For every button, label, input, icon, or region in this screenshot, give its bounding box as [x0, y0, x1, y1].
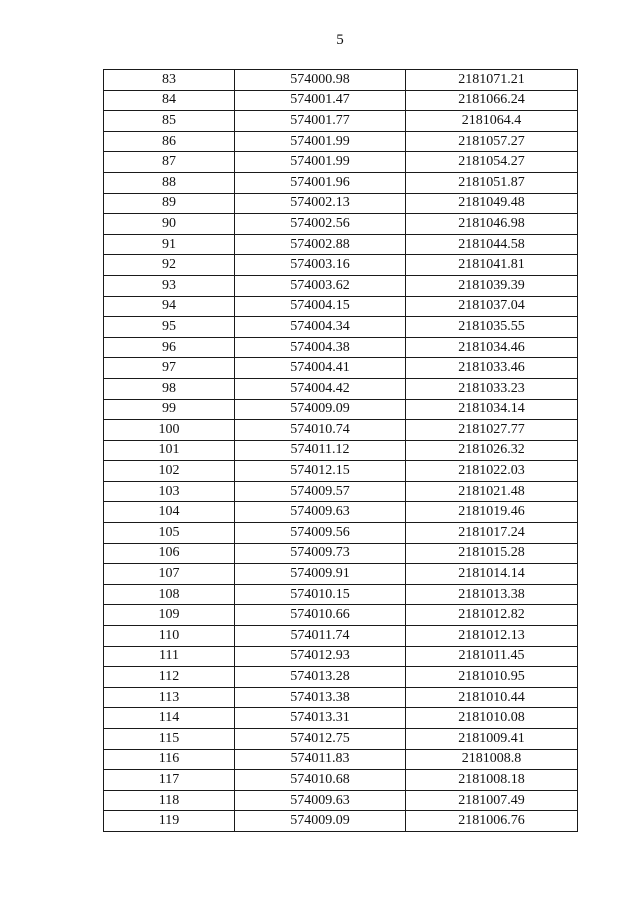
- table-row: [104, 461, 578, 482]
- y-coordinate-cell: 2181034.14: [406, 399, 578, 420]
- point-number-cell: 94: [104, 296, 235, 317]
- x-coordinate-cell: 574009.63: [235, 502, 406, 523]
- point-number-cell: 97: [104, 358, 235, 379]
- y-coordinate-cell: 2181009.41: [406, 729, 578, 750]
- y-coordinate-cell: 2181037.04: [406, 296, 578, 317]
- x-coordinate-cell: 574011.83: [235, 749, 406, 770]
- table-row: [104, 172, 578, 193]
- x-coordinate-cell: 574003.62: [235, 275, 406, 296]
- coordinates-table: [103, 69, 578, 832]
- y-coordinate-cell: 2181010.95: [406, 667, 578, 688]
- x-coordinate-cell: 574010.15: [235, 584, 406, 605]
- y-coordinate-cell: 2181007.49: [406, 790, 578, 811]
- y-coordinate-cell: 2181046.98: [406, 214, 578, 235]
- point-number-cell: 107: [104, 564, 235, 585]
- y-coordinate-cell: 2181033.46: [406, 358, 578, 379]
- y-coordinate-cell: 2181066.24: [406, 90, 578, 111]
- y-coordinate-cell: 2181033.23: [406, 378, 578, 399]
- x-coordinate-cell: 574001.47: [235, 90, 406, 111]
- table-row: [104, 790, 578, 811]
- x-coordinate-cell: 574000.98: [235, 70, 406, 91]
- point-number-cell: 100: [104, 420, 235, 441]
- y-coordinate-cell: 2181022.03: [406, 461, 578, 482]
- y-coordinate-cell: 2181035.55: [406, 317, 578, 338]
- table-row: [104, 708, 578, 729]
- table-row: [104, 605, 578, 626]
- table-row: [104, 193, 578, 214]
- point-number-cell: 101: [104, 440, 235, 461]
- point-number-cell: 98: [104, 378, 235, 399]
- x-coordinate-cell: 574004.42: [235, 378, 406, 399]
- x-coordinate-cell: 574001.99: [235, 131, 406, 152]
- point-number-cell: 93: [104, 275, 235, 296]
- point-number-cell: 95: [104, 317, 235, 338]
- y-coordinate-cell: 2181041.81: [406, 255, 578, 276]
- page-number: 5: [336, 32, 344, 48]
- y-coordinate-cell: 2181027.77: [406, 420, 578, 441]
- table-row: [104, 584, 578, 605]
- table-row: [104, 481, 578, 502]
- table-row: [104, 90, 578, 111]
- point-number-cell: 116: [104, 749, 235, 770]
- table-row: [104, 543, 578, 564]
- table-row: [104, 667, 578, 688]
- x-coordinate-cell: 574003.16: [235, 255, 406, 276]
- x-coordinate-cell: 574004.34: [235, 317, 406, 338]
- point-number-cell: 87: [104, 152, 235, 173]
- y-coordinate-cell: 2181008.18: [406, 770, 578, 791]
- point-number-cell: 86: [104, 131, 235, 152]
- table-row: [104, 729, 578, 750]
- x-coordinate-cell: 574002.56: [235, 214, 406, 235]
- table-row: [104, 358, 578, 379]
- table-row: [104, 687, 578, 708]
- point-number-cell: 102: [104, 461, 235, 482]
- coordinates-table-body: [104, 70, 578, 832]
- point-number-cell: 115: [104, 729, 235, 750]
- y-coordinate-cell: 2181012.13: [406, 626, 578, 647]
- table-row: [104, 770, 578, 791]
- y-coordinate-cell: 2181044.58: [406, 234, 578, 255]
- x-coordinate-cell: 574009.09: [235, 399, 406, 420]
- point-number-cell: 112: [104, 667, 235, 688]
- point-number-cell: 83: [104, 70, 235, 91]
- table-row: [104, 275, 578, 296]
- table-row: [104, 378, 578, 399]
- point-number-cell: 108: [104, 584, 235, 605]
- table-row: [104, 111, 578, 132]
- y-coordinate-cell: 2181021.48: [406, 481, 578, 502]
- point-number-cell: 99: [104, 399, 235, 420]
- point-number-cell: 103: [104, 481, 235, 502]
- x-coordinate-cell: 574010.66: [235, 605, 406, 626]
- point-number-cell: 113: [104, 687, 235, 708]
- x-coordinate-cell: 574009.57: [235, 481, 406, 502]
- x-coordinate-cell: 574002.88: [235, 234, 406, 255]
- x-coordinate-cell: 574009.91: [235, 564, 406, 585]
- table-row: [104, 317, 578, 338]
- y-coordinate-cell: 2181012.82: [406, 605, 578, 626]
- table-row: [104, 399, 578, 420]
- point-number-cell: 85: [104, 111, 235, 132]
- table-row: [104, 502, 578, 523]
- table-row: [104, 70, 578, 91]
- table-row: [104, 564, 578, 585]
- point-number-cell: 91: [104, 234, 235, 255]
- point-number-cell: 110: [104, 626, 235, 647]
- x-coordinate-cell: 574002.13: [235, 193, 406, 214]
- table-row: [104, 523, 578, 544]
- y-coordinate-cell: 2181011.45: [406, 646, 578, 667]
- x-coordinate-cell: 574001.99: [235, 152, 406, 173]
- y-coordinate-cell: 2181006.76: [406, 811, 578, 832]
- table-row: [104, 234, 578, 255]
- table-row: [104, 420, 578, 441]
- x-coordinate-cell: 574009.73: [235, 543, 406, 564]
- point-number-cell: 118: [104, 790, 235, 811]
- y-coordinate-cell: 2181049.48: [406, 193, 578, 214]
- y-coordinate-cell: 2181010.08: [406, 708, 578, 729]
- point-number-cell: 88: [104, 172, 235, 193]
- point-number-cell: 106: [104, 543, 235, 564]
- x-coordinate-cell: 574001.77: [235, 111, 406, 132]
- y-coordinate-cell: 2181010.44: [406, 687, 578, 708]
- point-number-cell: 96: [104, 337, 235, 358]
- y-coordinate-cell: 2181057.27: [406, 131, 578, 152]
- x-coordinate-cell: 574001.96: [235, 172, 406, 193]
- x-coordinate-cell: 574009.63: [235, 790, 406, 811]
- point-number-cell: 90: [104, 214, 235, 235]
- table-row: [104, 255, 578, 276]
- point-number-cell: 117: [104, 770, 235, 791]
- y-coordinate-cell: 2181019.46: [406, 502, 578, 523]
- y-coordinate-cell: 2181034.46: [406, 337, 578, 358]
- y-coordinate-cell: 2181051.87: [406, 172, 578, 193]
- table-row: [104, 646, 578, 667]
- x-coordinate-cell: 574004.15: [235, 296, 406, 317]
- x-coordinate-cell: 574011.12: [235, 440, 406, 461]
- point-number-cell: 111: [104, 646, 235, 667]
- x-coordinate-cell: 574004.41: [235, 358, 406, 379]
- x-coordinate-cell: 574009.09: [235, 811, 406, 832]
- x-coordinate-cell: 574004.38: [235, 337, 406, 358]
- y-coordinate-cell: 2181064.4: [406, 111, 578, 132]
- x-coordinate-cell: 574013.28: [235, 667, 406, 688]
- y-coordinate-cell: 2181054.27: [406, 152, 578, 173]
- point-number-cell: 119: [104, 811, 235, 832]
- point-number-cell: 109: [104, 605, 235, 626]
- table-row: [104, 626, 578, 647]
- x-coordinate-cell: 574013.38: [235, 687, 406, 708]
- table-row: [104, 214, 578, 235]
- point-number-cell: 84: [104, 90, 235, 111]
- table-row: [104, 440, 578, 461]
- table-row: [104, 296, 578, 317]
- x-coordinate-cell: 574012.75: [235, 729, 406, 750]
- x-coordinate-cell: 574010.74: [235, 420, 406, 441]
- y-coordinate-cell: 2181039.39: [406, 275, 578, 296]
- x-coordinate-cell: 574009.56: [235, 523, 406, 544]
- x-coordinate-cell: 574012.93: [235, 646, 406, 667]
- y-coordinate-cell: 2181015.28: [406, 543, 578, 564]
- point-number-cell: 105: [104, 523, 235, 544]
- point-number-cell: 89: [104, 193, 235, 214]
- y-coordinate-cell: 2181008.8: [406, 749, 578, 770]
- point-number-cell: 92: [104, 255, 235, 276]
- y-coordinate-cell: 2181026.32: [406, 440, 578, 461]
- x-coordinate-cell: 574012.15: [235, 461, 406, 482]
- point-number-cell: 104: [104, 502, 235, 523]
- table-row: [104, 749, 578, 770]
- table-row: [104, 152, 578, 173]
- table-row: [104, 337, 578, 358]
- y-coordinate-cell: 2181017.24: [406, 523, 578, 544]
- y-coordinate-cell: 2181013.38: [406, 584, 578, 605]
- x-coordinate-cell: 574011.74: [235, 626, 406, 647]
- x-coordinate-cell: 574010.68: [235, 770, 406, 791]
- point-number-cell: 114: [104, 708, 235, 729]
- y-coordinate-cell: 2181014.14: [406, 564, 578, 585]
- y-coordinate-cell: 2181071.21: [406, 70, 578, 91]
- table-row: [104, 131, 578, 152]
- table-row: [104, 811, 578, 832]
- x-coordinate-cell: 574013.31: [235, 708, 406, 729]
